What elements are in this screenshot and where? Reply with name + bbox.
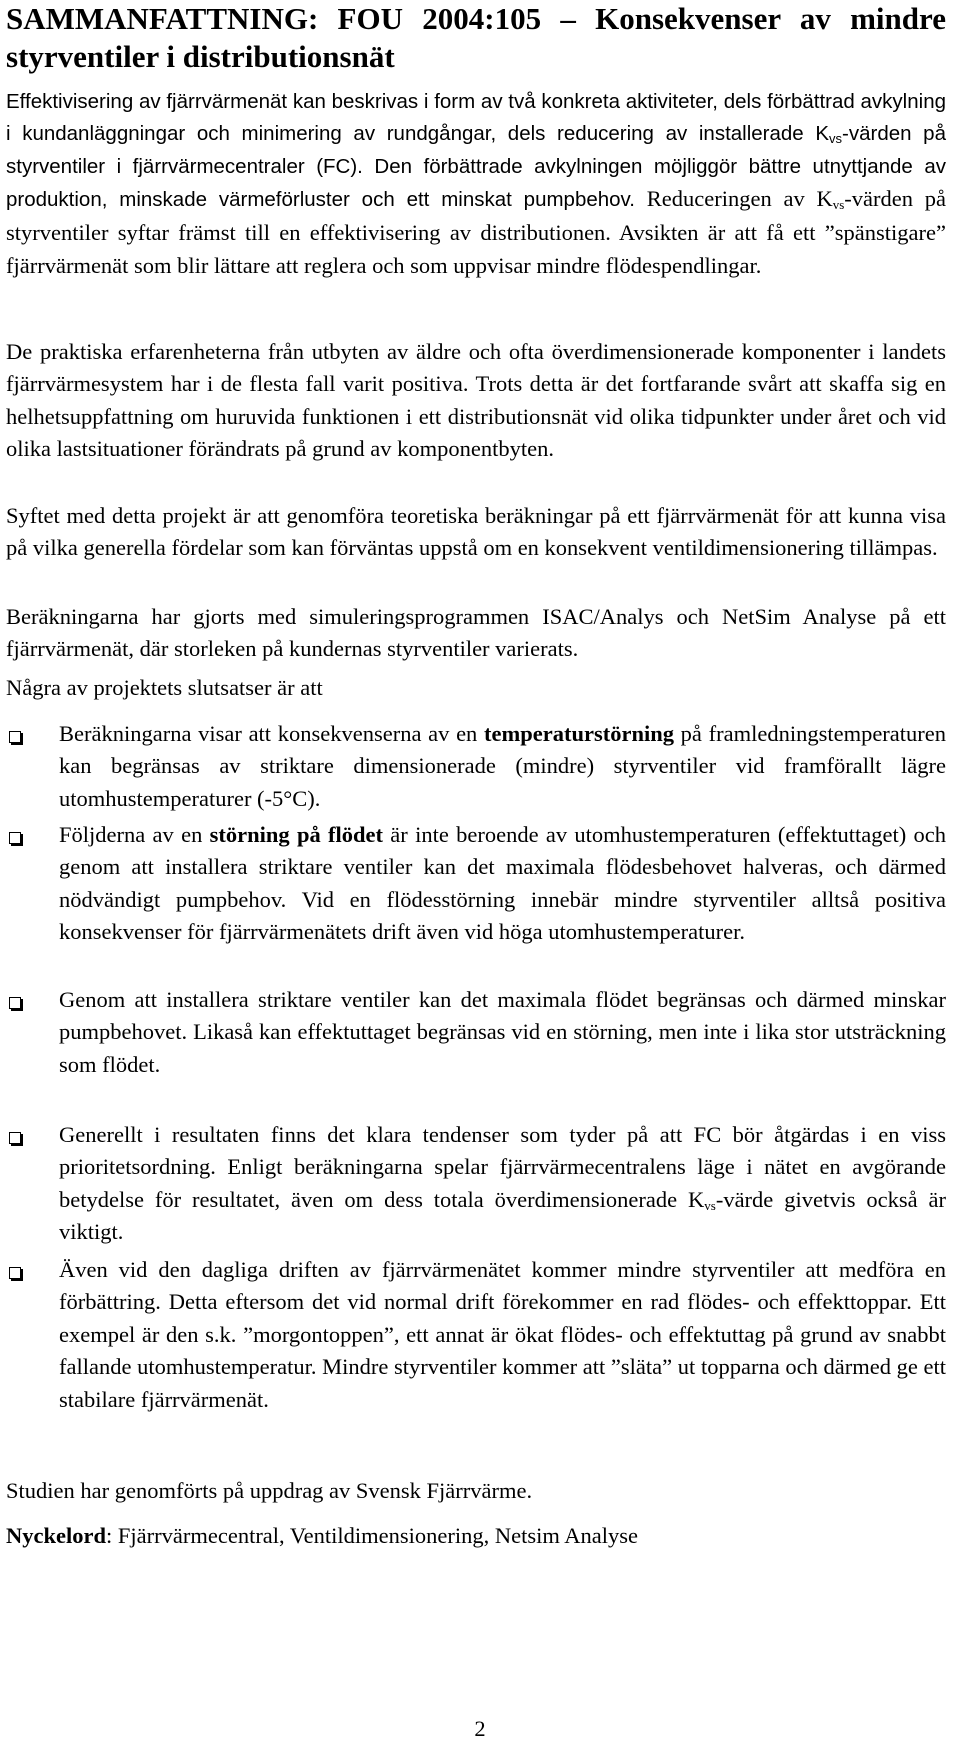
emphasis-text: störning på flödet: [209, 822, 383, 847]
commission-note: Studien har genomförts på uppdrag av Svensk Fjärrvärme.: [6, 1478, 533, 1503]
conclusions-intro: Några av projektets slutsatser är att: [6, 675, 323, 700]
emphasis-text: temperaturstörning: [484, 721, 674, 746]
checkbox-bullet-icon: [9, 997, 21, 1009]
conclusion-item: Även vid den dagliga driften av fjärrvärmenätet kommer mindre styrventiler att medföra en förbättring. Detta eftersom det vid normal drift förekommer en rad flödes- och effekttoppar. Ett exempel är den s.k. ”morgontoppen”, ett annat är ökat flödes- och effektuttag på grund av snabbt fallande utomhustemperatur. Mindre styrventiler kommer att ”släta” ut topparna och därmed ge ett stabilare fjärrvärmenät.: [59, 1257, 946, 1412]
intro-text-1: Effektivisering av fjärrvärmenät kan beskrivas i form av två konkreta aktiviteter, dels förbättrad avkylning i kundanläggningar och minimering av rundgångar, dels reducering av installerade K: [6, 90, 946, 146]
checkbox-bullet-icon: [9, 1132, 21, 1144]
keywords-text: Fjärrvärmecentral, Ventildimensionering, Netsim Analyse: [112, 1523, 638, 1548]
paragraph-method: Beräkningarna har gjorts med simuleringsprogrammen ISAC/Analys och NetSim Analyse på ett fjärrvärmenät, där storleken på kundernas styrventiler varierats.: [6, 604, 946, 662]
intro-text-4: -värden på styrventiler syftar främst till en effektivisering av distributionen. Avsikten är att få ett ”spänstigare” fjärrvärmenät som blir lättare att reglera och som uppvisar mindre flödespendlingar.: [6, 186, 946, 279]
intro-text-2: -värden på styrventiler i fjärrvärmecentraler (FC). Den förbättrade avkylningen möjliggör bättre utnyttjande av produktion, minskade värmeförluster och ett minskat pumpbehov.: [6, 122, 946, 212]
conclusion-text: är inte beroende av utomhustemperaturen (effektuttaget) och genom att installera striktare ventiler kan det maximala flödesbehovet halveras, och därmed nödvändigt pumpbehov. Vid en flödesstörning innebär mindre styrventiler alltså positiva konsekvenser för fjärrvärmenätets drift även vid höga utomhustemperaturer.: [59, 822, 946, 945]
keywords-label: Nyckelord: [6, 1523, 106, 1548]
conclusion-text: Följderna av en: [59, 822, 210, 847]
conclusion-item: Genom att installera striktare ventiler kan det maximala flödet begränsas och därmed minskar pumpbehovet. Likaså kan effektuttaget begränsas vid en störning, men inte i lika stor utsträckning som flödet.: [59, 987, 946, 1077]
page-number: 2: [474, 1716, 486, 1741]
conclusion-item: [59, 819, 946, 949]
kvs-subscript: vs: [829, 131, 843, 147]
checkbox-bullet-icon: [9, 832, 21, 844]
conclusion-text: Beräkningarna visar att konsekvenserna av en: [59, 721, 485, 746]
conclusion-text: Generellt i resultaten finns det klara tendenser som tyder på att FC bör åtgärdas i en viss prioritetsordning. Enligt beräkningarna spelar fjärrvärmecentralens läge i nätet en avgörande betydelse för resultatet, även om dess totala överdimensionerade K: [59, 1122, 946, 1212]
conclusion-text: på framledningstemperaturen kan begränsas av striktare dimensionerade (mindre) styrventiler vid framförallt lägre utomhustemperaturer (-5°C).: [59, 721, 947, 811]
kvs-subscript: vs: [704, 1197, 716, 1213]
intro-text-3: Reduceringen av K: [634, 186, 833, 212]
conclusion-item: [59, 718, 946, 815]
conclusion-item: [59, 1119, 946, 1249]
conclusion-text: -värde givetvis också är viktigt.: [59, 1186, 946, 1245]
document-title: SAMMANFATTNING: FOU 2004:105 – Konsekvenser av mindre styrventiler i distributionsnät: [6, 1, 946, 74]
intro-paragraph: [6, 86, 946, 283]
checkbox-bullet-icon: [9, 1267, 21, 1279]
keywords-colon: :: [106, 1523, 113, 1548]
paragraph-purpose: Syftet med detta projekt är att genomföra teoretiska beräkningar på ett fjärrvärmenät för att kunna visa på vilka generella fördelar som kan förväntas uppstå om en konsekvent ventildimensionering tillämpas.: [6, 503, 946, 561]
paragraph-experience: De praktiska erfarenheterna från utbyten av äldre och ofta överdimensionerade komponenter i landets fjärrvärmesystem har i de flesta fall varit positiva. Trots detta är det fortfarande svårt att skaffa sig en helhetsuppfattning om huruvida funktionen i ett distributionsnät vid olika tidpunkter under året och vid olika lastsituationer förändrats på grund av komponentbyten.: [6, 339, 946, 462]
keywords-line: [6, 1520, 946, 1552]
checkbox-bullet-icon: [9, 731, 21, 743]
kvs-subscript: vs: [832, 197, 845, 213]
